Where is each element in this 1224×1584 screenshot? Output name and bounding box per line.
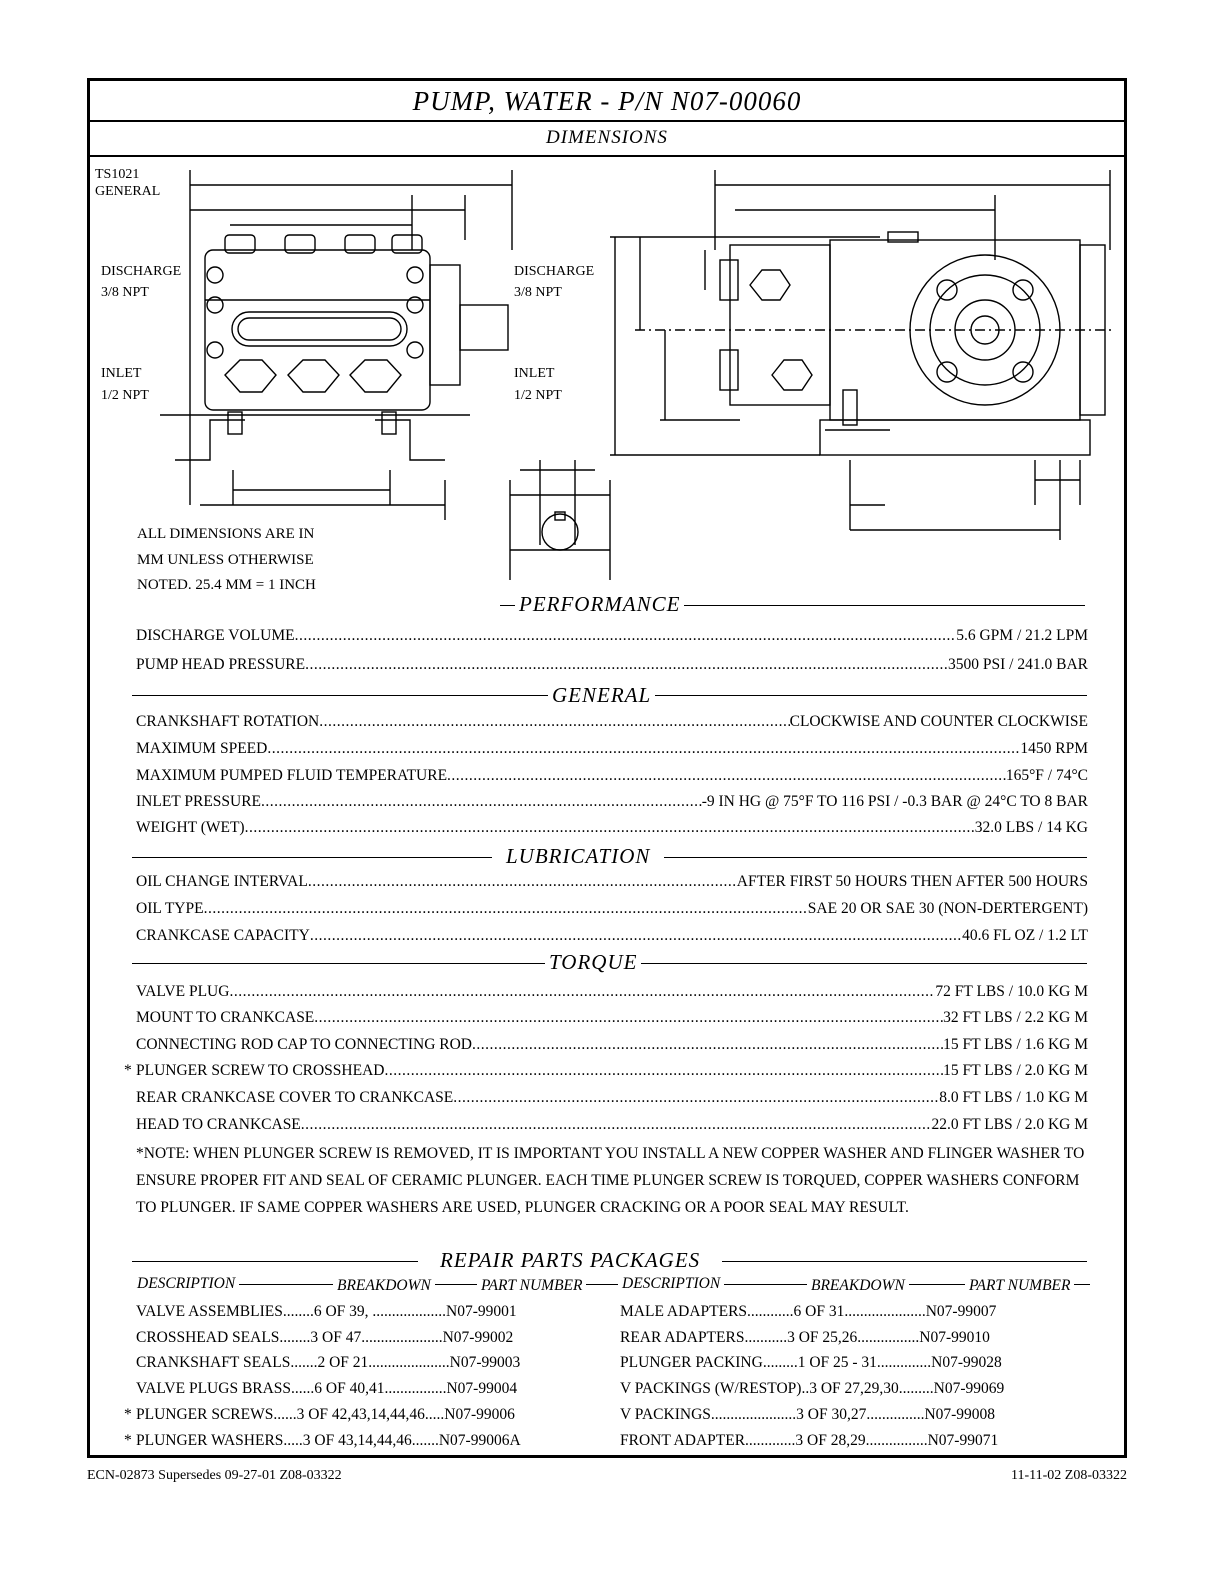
- general-row: MAXIMUM SPEED ..... 1450 RPM: [136, 739, 1088, 759]
- repair-part-left: VALVE PLUGS BRASS......6 OF 40,41................N07-99004: [136, 1380, 518, 1397]
- repair-part-left: CROSSHEAD SEALS........3 OF 47.....................N07-99002: [136, 1329, 514, 1346]
- general-row: MAXIMUM PUMPED FLUID TEMPERATURE ..... 165°F / 74°C: [136, 766, 1088, 786]
- general-row: CRANKSHAFT ROTATION ..... CLOCKWISE AND COUNTER CLOCKWISE: [136, 712, 1088, 732]
- col-description-left: DESCRIPTION: [133, 1275, 239, 1293]
- ts-code: TS1021: [95, 167, 140, 182]
- dimensions-heading: DIMENSIONS: [546, 127, 668, 148]
- performance-row: DISCHARGE VOLUME ..... 5.6 GPM / 21.2 LPM: [136, 626, 1088, 646]
- general-row: INLET PRESSURE ..... -9 IN HG @ 75°F TO 116 PSI / -0.3 BAR @ 24°C TO 8 BAR: [136, 792, 1088, 812]
- performance-heading: PERFORMANCE: [515, 592, 684, 617]
- inlet-left-label: INLET: [101, 366, 142, 381]
- col-description-right: DESCRIPTION: [618, 1275, 724, 1293]
- page-title: PUMP, WATER - P/N N07-00060: [412, 86, 802, 116]
- repair-star-marker: *: [124, 1406, 132, 1423]
- discharge-left-size: 3/8 NPT: [101, 285, 149, 300]
- inlet-left-size: 1/2 NPT: [101, 388, 149, 403]
- torque-row: HEAD TO CRANKCASE ..... 22.0 FT LBS / 2.0 KG M: [136, 1115, 1088, 1135]
- lubrication-row: OIL TYPE ..... SAE 20 OR SAE 30 (NON-DERTERGENT): [136, 899, 1088, 919]
- footer-ecn: ECN-02873 Supersedes 09-27-01 Z08-03322: [87, 1468, 342, 1483]
- units-note-line-1: ALL DIMENSIONS ARE IN: [137, 526, 315, 542]
- side-view-head: [730, 245, 830, 405]
- torque-row: CONNECTING ROD CAP TO CONNECTING ROD ..... 15 FT LBS / 1.6 KG M: [136, 1035, 1088, 1055]
- lubrication-row: CRANKCASE CAPACITY ..... 40.6 FL OZ / 1.2 LT: [136, 926, 1088, 946]
- repair-part-right: V PACKINGS......................3 OF 30,27...............N07-99008: [620, 1406, 996, 1423]
- inlet-right-label: INLET: [514, 366, 555, 381]
- col-part-number-right: PART NUMBER: [965, 1277, 1074, 1295]
- discharge-left-label: DISCHARGE: [101, 264, 182, 279]
- ts-label: GENERAL: [95, 184, 161, 199]
- repair-part-right: REAR ADAPTERS...........3 OF 25,26................N07-99010: [620, 1329, 990, 1346]
- repair-part-left: PLUNGER WASHERS.....3 OF 43,14,44,46.......N07-99006A: [136, 1432, 521, 1449]
- general-row: WEIGHT (WET) ..... 32.0 LBS / 14 KG: [136, 818, 1088, 838]
- general-heading: GENERAL: [548, 683, 655, 708]
- units-note-line-2: MM UNLESS OTHERWISE: [137, 552, 314, 568]
- front-view-body: [205, 250, 430, 410]
- torque-row: VALVE PLUG ..... 72 FT LBS / 10.0 KG M: [136, 982, 1088, 1002]
- repair-part-right: V PACKINGS (W/RESTOP)..3 OF 27,29,30.........N07-99069: [620, 1380, 1005, 1397]
- torque-row: MOUNT TO CRANKCASE ..... 32 FT LBS / 2.2 KG M: [136, 1008, 1088, 1028]
- repair-star-marker: *: [124, 1432, 132, 1449]
- lubrication-row: OIL CHANGE INTERVAL ..... AFTER FIRST 50 HOURS THEN AFTER 500 HOURS: [136, 872, 1088, 892]
- plunger-screw-note: *NOTE: WHEN PLUNGER SCREW IS REMOVED, IT IS IMPORTANT YOU INSTALL A NEW COPPER WASHER AND FLINGER WASHER TO ENSURE PROPER FIT AND SEAL OF CERAMIC PLUNGER. EACH TIME PLUNGER SCREW IS TORQUED, COPPER WASHERS CONFORM TO PLUNGER. IF SAME COPPER WASHERS ARE USED, PLUNGER CRACKING OR A POOR SEAL MAY RESULT.: [136, 1145, 1085, 1216]
- discharge-right-size: 3/8 NPT: [514, 285, 562, 300]
- repair-part-right: MALE ADAPTERS............6 OF 31.....................N07-99007: [620, 1303, 997, 1320]
- performance-row: PUMP HEAD PRESSURE ..... 3500 PSI / 241.0 BAR: [136, 655, 1088, 675]
- torque-row: REAR CRANKCASE COVER TO CRANKCASE ..... 8.0 FT LBS / 1.0 KG M: [136, 1088, 1088, 1108]
- repair-part-right: FRONT ADAPTER.............3 OF 28,29................N07-99071: [620, 1432, 999, 1449]
- footer-date: 11-11-02 Z08-03322: [1011, 1468, 1127, 1483]
- col-breakdown-left: BREAKDOWN: [333, 1277, 435, 1295]
- repair-part-left: CRANKSHAFT SEALS.......2 OF 21.....................N07-99003: [136, 1354, 521, 1371]
- discharge-right-label: DISCHARGE: [514, 264, 595, 279]
- repair-heading: REPAIR PARTS PACKAGES: [418, 1248, 722, 1273]
- column-header-rule: [135, 1284, 1090, 1285]
- col-breakdown-right: BREAKDOWN: [807, 1277, 909, 1295]
- torque-star-marker: *: [124, 1062, 132, 1079]
- repair-part-right: PLUNGER PACKING.........1 OF 25 - 31..............N07-99028: [620, 1354, 1002, 1371]
- repair-part-left: VALVE ASSEMBLIES........6 OF 39, ...................N07-99001: [136, 1303, 517, 1320]
- units-note-line-3: NOTED. 25.4 MM = 1 INCH: [137, 577, 316, 593]
- repair-part-left: PLUNGER SCREWS......3 OF 42,43,14,44,46.....N07-99006: [136, 1406, 515, 1423]
- torque-heading: TORQUE: [545, 950, 641, 975]
- inlet-right-size: 1/2 NPT: [514, 388, 562, 403]
- col-part-number-left: PART NUMBER: [477, 1277, 586, 1295]
- torque-row: PLUNGER SCREW TO CROSSHEAD ..... 15 FT LBS / 2.0 KG M: [136, 1061, 1088, 1081]
- lubrication-heading: LUBRICATION: [492, 844, 664, 869]
